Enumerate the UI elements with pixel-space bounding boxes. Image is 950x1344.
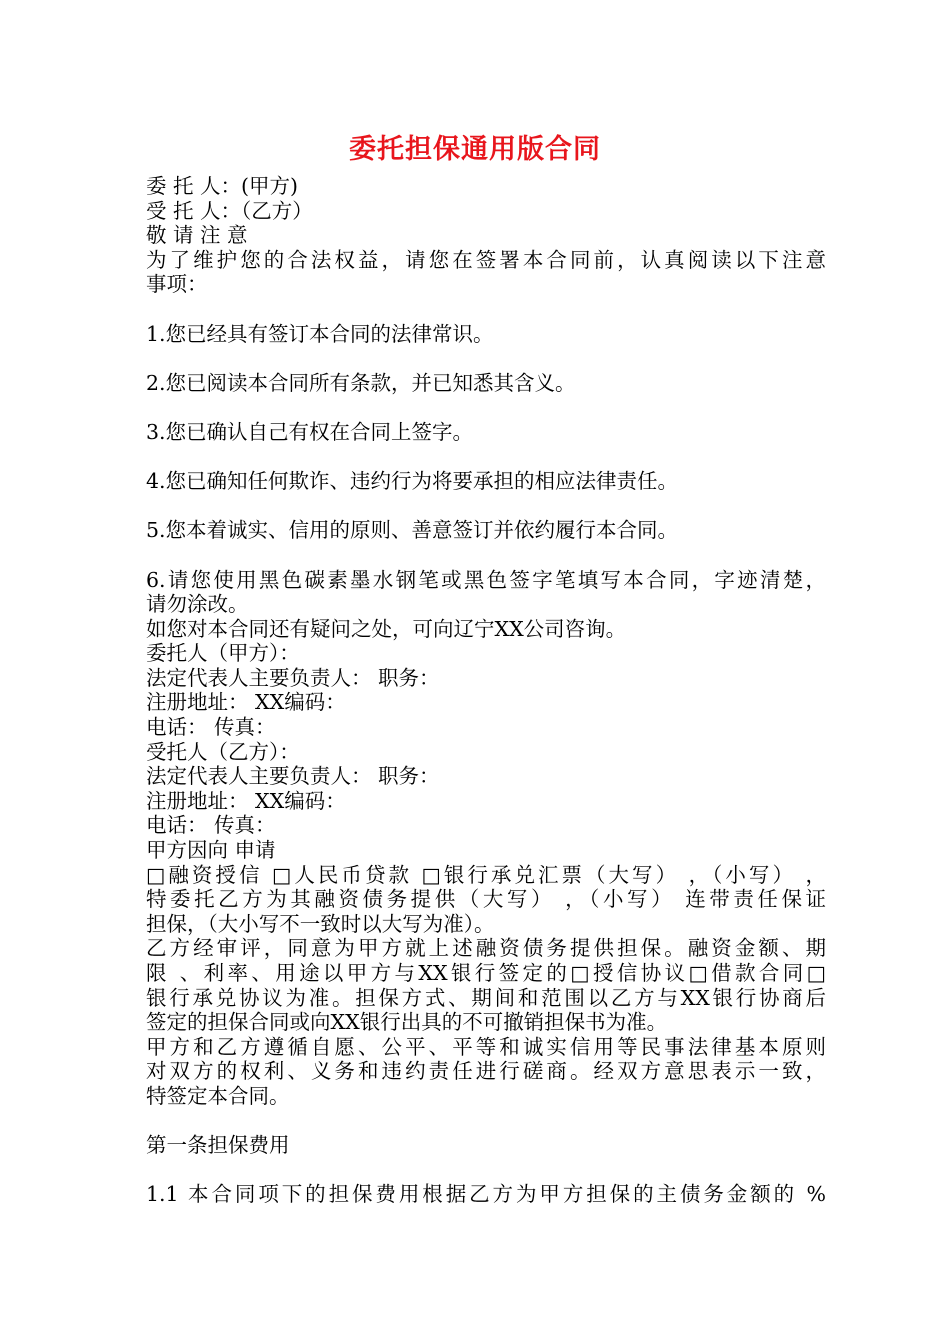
text-line: 乙方经审评，同意为甲方就上述融资债务提供担保。融资金额、期 — [146, 936, 826, 961]
blank-line — [146, 395, 826, 420]
text-line: 电话： 传真： — [146, 715, 276, 740]
blank-line — [146, 494, 826, 519]
text-line: 2.您已阅读本合同所有条款，并已知悉其含义。 — [146, 370, 576, 395]
text-line: 电话： 传真： — [146, 813, 276, 838]
text-line: □融资授信 □人民币贷款 □银行承兑汇票（大写） ，（小写） ， — [146, 862, 826, 887]
blank-line — [146, 297, 826, 322]
text-line: 第一条担保费用 — [146, 1133, 290, 1158]
text-line: 担保，（大小写不一致时以大写为准）。 — [146, 911, 495, 936]
text-line: 1.您已经具有签订本合同的法律常识。 — [146, 321, 494, 346]
blank-line — [146, 445, 826, 470]
text-line: 受 托 人：（乙方） — [146, 198, 313, 223]
text-line: 1.1 本合同项下的担保费用根据乙方为甲方担保的主债务金额的 % — [146, 1182, 826, 1207]
blank-line — [146, 543, 826, 568]
text-line: 受托人（乙方）： — [146, 739, 300, 764]
text-line: 为了维护您的合法权益，请您在签署本合同前，认真阅读以下注意 — [146, 247, 826, 272]
text-line: 对双方的权利、义务和违约责任进行磋商。经双方意思表示一致， — [146, 1059, 826, 1084]
text-line: 事项： — [146, 272, 208, 297]
text-line: 4.您已确知任何欺诈、违约行为将要承担的相应法律责任。 — [146, 469, 679, 494]
text-line: 注册地址： XX编码： — [146, 788, 346, 813]
text-line: 5.您本着诚实、信用的原则、善意签订并依约履行本合同。 — [146, 518, 679, 543]
text-line: 敬 请 注 意 — [146, 223, 248, 248]
text-line: 3.您已确认自己有权在合同上签字。 — [146, 419, 474, 444]
text-line: 注册地址： XX编码： — [146, 690, 346, 715]
text-line: 特委托乙方为其融资债务提供（大写） ，（小写） 连带责任保证 — [146, 887, 826, 912]
text-line: 请勿涂改。 — [146, 592, 249, 617]
text-line: 限 、利率、用途以甲方与XX银行签定的□授信协议□借款合同□ — [146, 961, 826, 985]
blank-line — [146, 1158, 826, 1183]
document-body — [146, 174, 826, 1207]
text-line: 签定的担保合同或向XX银行出具的不可撤销担保书为准。 — [146, 1010, 668, 1035]
text-line: 如您对本合同还有疑问之处，可向辽宁XX公司咨询。 — [146, 616, 627, 641]
text-line: 甲方和乙方遵循自愿、公平、平等和诚实信用等民事法律基本原则 — [146, 1034, 826, 1059]
blank-line — [146, 346, 826, 371]
text-line: 委托人（甲方）： — [146, 641, 300, 666]
text-line: 6.请您使用黑色碳素墨水钢笔或黑色签字笔填写本合同，字迹清楚， — [146, 567, 826, 592]
text-line: 银行承兑协议为准。担保方式、期间和范围以乙方与XX银行协商后 — [146, 985, 826, 1010]
text-line: 法定代表人主要负责人： 职务： — [146, 764, 440, 789]
text-line: 特签定本合同。 — [146, 1083, 290, 1108]
document-title: 委托担保通用版合同 — [349, 134, 601, 165]
text-line: 法定代表人主要负责人： 职务： — [146, 665, 440, 690]
text-line: 委 托 人：(甲方) — [146, 174, 299, 198]
blank-line — [146, 1109, 826, 1134]
text-line: 甲方因向 申请 — [146, 838, 276, 863]
